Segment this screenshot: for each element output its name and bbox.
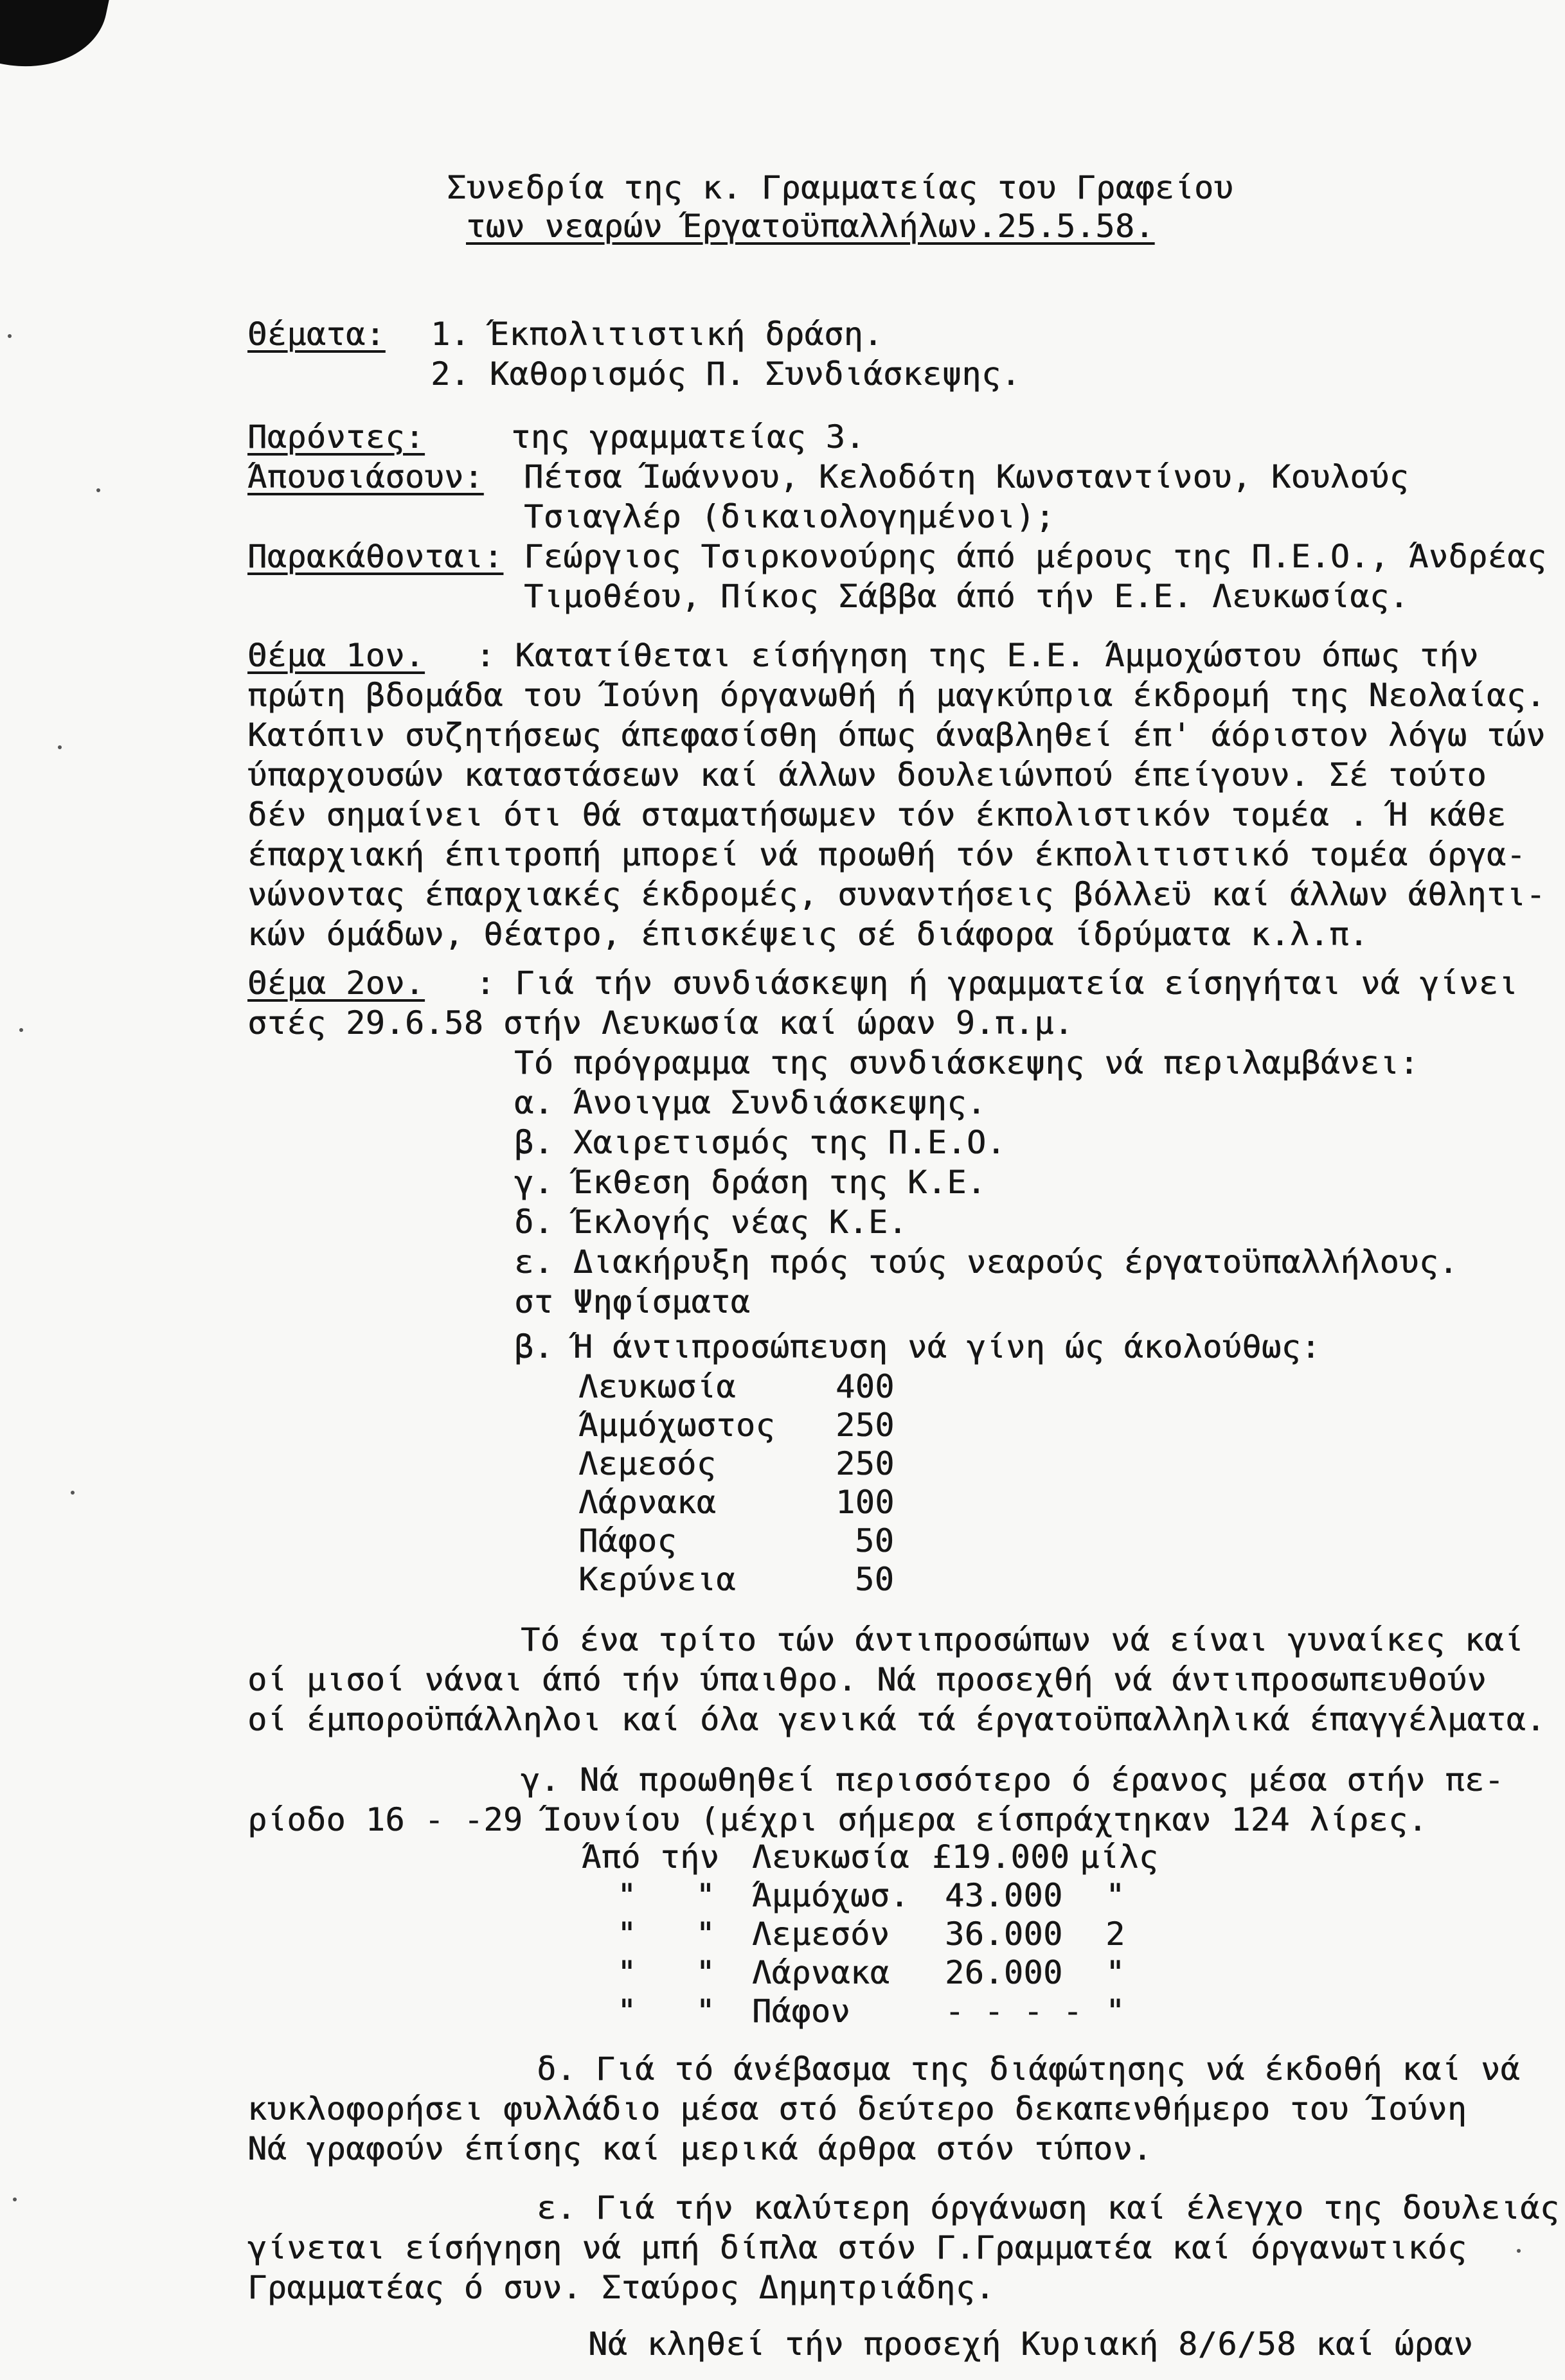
program-item: α. Άνοιγμα Συνδιάσκεψης. (514, 1084, 987, 1121)
collection-amount: 36.000 (945, 1915, 1063, 1953)
collection-district: Λεμεσόν (752, 1915, 890, 1953)
program-item: ε. Διακήρυξη πρός τούς νεαρούς έργατοϋπαλλήλους. (514, 1243, 1458, 1281)
ink-blot (0, 0, 111, 83)
item-e-line: γίνεται είσήγηση νά μπή δίπλα στόν Γ.Γραμματέα καί όργανωτικός (247, 2229, 1467, 2266)
representation-count: 50 (855, 1561, 895, 1598)
speck (58, 745, 62, 749)
representation-count: 400 (836, 1368, 895, 1405)
collection-amount: 26.000 (945, 1954, 1063, 1991)
speck (19, 1028, 23, 1032)
collection-district: Λευκωσία (752, 1838, 909, 1876)
speck (96, 488, 100, 492)
representation-count: 250 (836, 1407, 895, 1444)
theme2-intro-2: στές 29.6.58 στήν Λευκωσία καί ώραν 9.π.μ. (247, 1004, 1074, 1042)
fund-line: ρίοδο 16 - -29 Ίουνίου (μέχρι σήμερα είσπράχτηκαν 124 λίρες. (247, 1801, 1428, 1838)
header-line-2: των νεαρών Έργατοϋπαλλήλων.25.5.58. (466, 208, 1155, 245)
theme1-label: Θέμα 1ον. (247, 637, 425, 674)
representation-district: Λάρνακα (578, 1484, 717, 1521)
item-d-line: κυκλοφορήσει φυλλάδιο μέσα στό δεύτερο δεκαπενθήμερο του Ίούνη (247, 2090, 1467, 2127)
theme1-line: δέν σημαίνει ότι θά σταματήσωμεν τόν έκπολιστικόν τομέα . Ή κάθε (247, 796, 1507, 833)
program-item: δ. Έκλογής νέας Κ.Ε. (514, 1203, 908, 1241)
speck (71, 1491, 75, 1495)
theme1-line: κών όμάδων, θέατρο, έπισκέψεις σέ διάφορα ίδρύματα κ.λ.π. (247, 916, 1369, 953)
present-value: της γραμματείας 3. (511, 418, 865, 456)
representation-district: Λευκωσία (578, 1368, 736, 1405)
representation-district: Άμμόχωστος (578, 1407, 776, 1444)
collection-unit: 2 (1105, 1915, 1125, 1953)
item-d-line: Νά γραφούν έπίσης καί μερικά άρθρα στόν τύπον. (247, 2130, 1152, 2167)
collection-amount: - - - - (945, 1993, 1083, 2030)
representation-note: οί έμποροϋπάλληλοι καί όλα γενικά τά έργατοϋπαλληλικά έπαγγέλματα. (247, 1701, 1546, 1738)
collection-marks: " " (617, 1915, 716, 1953)
representation-district: Κερύνεια (578, 1561, 736, 1598)
representation-intro: β. Ή άντιπροσώπευση νά γίνη ώς άκολούθως: (514, 1328, 1321, 1365)
collection-amount: 43.000 (945, 1877, 1063, 1914)
absent-line-2: Τσιαγλέρ (δικαιολογημένοι); (524, 498, 1055, 535)
collection-marks: " " (617, 1877, 716, 1914)
representation-note: οί μισοί νάναι άπό τήν ύπαιθρο. Νά προσεχθή νά άντιπροσωπευθούν (247, 1661, 1487, 1698)
collection-district: Πάφον (752, 1993, 851, 2030)
fund-line: γ. Νά προωθηθεί περισσότερο ό έρανος μέσα στήν πε- (521, 1761, 1505, 1798)
theme1-line: πρώτη βδομάδα του Ίούνη όργανωθή ή μαγκύπρια έκδρομή της Νεολαίας. (247, 677, 1546, 714)
collection-unit: " (1105, 1954, 1125, 1991)
absent-label: Άπουσιάσουν: (247, 458, 484, 495)
representation-count: 100 (836, 1484, 895, 1521)
absent-line-1: Πέτσα Ίωάννου, Κελοδότη Κωνσταντίνου, Κουλούς (524, 458, 1409, 495)
representation-note: Τό ένα τρίτο τών άντιπροσώπων νά είναι γυναίκες καί (521, 1621, 1524, 1658)
collection-marks: Άπό τήν (582, 1838, 720, 1876)
representation-district: Λεμεσός (578, 1445, 717, 1482)
program-item: στ Ψηφίσματα (514, 1283, 751, 1320)
collection-unit: " (1105, 1993, 1125, 2030)
item-d-line: δ. Γιά τό άνέβασμα της διάφώτησης νά έκδοθή καί νά (537, 2050, 1521, 2088)
theme1-line: ύπαρχουσών καταστάσεων καί άλλων δουλειώνπού έπείγουν. Σέ τούτο (247, 756, 1487, 794)
collection-marks: " " (617, 1993, 716, 2030)
collection-unit: μίλς (1080, 1838, 1159, 1876)
theme1-line: Κατόπιν συζητήσεως άπεφασίσθη όπως άναβληθεί έπ' άόριστον λόγω τών (247, 716, 1546, 754)
theme1-line: έπαρχιακή έπιτροπή μπορεί νά προωθή τόν έκπολιτιστικό τομέα όργα- (247, 836, 1526, 873)
attended-line-1: Γεώργιος Τσιρκονούρης άπό μέρους της Π.Ε.Ο., Άνδρέας (524, 538, 1547, 575)
header-line-1: Συνεδρία της κ. Γραμματείας του Γραφείου (447, 169, 1234, 206)
theme1-line: νώνοντας έπαρχιακές έκδρομές, συναντήσεις βόλλεϋ καί άλλων άθλητι- (247, 876, 1546, 913)
speck (8, 334, 12, 338)
program-item: β. Χαιρετισμός της Π.Ε.Ο. (514, 1124, 1006, 1161)
theme2-label: Θέμα 2ον. (247, 964, 425, 1002)
representation-count: 50 (855, 1522, 895, 1559)
theme2-intro-1: : Γιά τήν συνδιάσκεψη ή γραμματεία είσηγήται νά γίνει (476, 964, 1518, 1002)
theme-item-2: 2. Καθορισμός Π. Συνδιάσκεψης. (431, 355, 1021, 393)
theme1-line: : Κατατίθεται είσήγηση της Ε.Ε. Άμμοχώστου όπως τήν (476, 637, 1479, 674)
program-item: γ. Έκθεση δράση της Κ.Ε. (514, 1164, 987, 1201)
speck (1517, 2249, 1521, 2253)
collection-amount: £19.000 (932, 1838, 1070, 1876)
speck (13, 2198, 17, 2201)
representation-district: Πάφος (578, 1522, 677, 1559)
theme-item-1: 1. Έκπολιτιστική δράση. (431, 315, 883, 353)
representation-count: 250 (836, 1445, 895, 1482)
collection-unit: " (1105, 1877, 1125, 1914)
collection-district: Άμμόχωσ. (752, 1877, 909, 1914)
attended-label: Παρακάθονται: (247, 538, 503, 575)
collection-marks: " " (617, 1954, 716, 1991)
collection-district: Λάρνακα (752, 1954, 890, 1991)
closing-line: Νά κληθεί τήν προσεχή Κυριακή 8/6/58 καί ώραν (588, 2325, 1474, 2363)
item-e-line: ε. Γιά τήν καλύτερη όργάνωση καί έλεγχο της δουλειάς (537, 2189, 1560, 2226)
attended-line-2: Τιμοθέου, Πίκος Σάββα άπό τήν Ε.Ε. Λευκωσίας. (524, 578, 1409, 615)
present-label: Παρόντες: (247, 418, 425, 456)
themes-label: Θέματα: (247, 315, 386, 353)
item-e-line: Γραμματέας ό συν. Σταύρος Δημητριάδης. (247, 2269, 995, 2306)
program-intro: Τό πρόγραμμα της συνδιάσκεψης νά περιλαμβάνει: (514, 1044, 1419, 1081)
